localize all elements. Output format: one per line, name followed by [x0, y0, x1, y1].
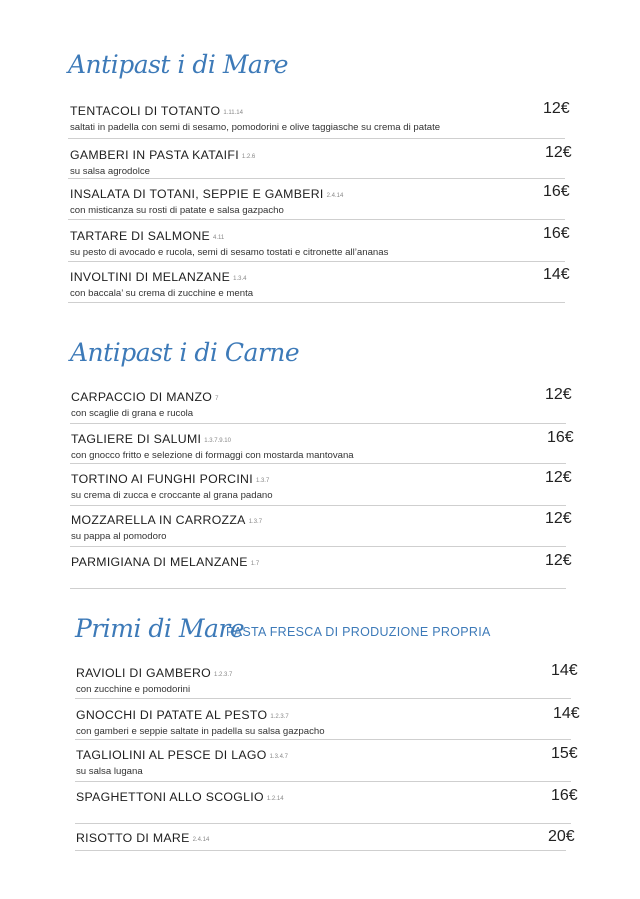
menu-item [71, 511, 262, 542]
divider [75, 823, 571, 824]
section-title-antipasti-carne: Antipast i di Carne [70, 338, 300, 367]
item-name: INSALATA DI TOTANI, SEPPIE E GAMBERI [70, 187, 324, 201]
menu-item [76, 664, 232, 695]
item-price: 12€ [545, 386, 572, 403]
item-allergens: 1.3.4 [233, 276, 247, 282]
menu-item [71, 470, 273, 501]
divider [68, 219, 565, 220]
item-allergens: 1.3.7 [255, 478, 270, 484]
divider [68, 138, 565, 139]
item-name: INVOLTINI DI MELANZANE [70, 270, 231, 284]
item-allergens: 4.11 [213, 235, 225, 241]
menu-item [71, 430, 354, 461]
item-allergens: 1.2.6 [241, 154, 256, 160]
divider [68, 178, 565, 179]
item-description: con scaglie di grana e rucola [71, 408, 194, 419]
item-name: TARTARE DI SALMONE [70, 229, 211, 243]
menu-item [76, 746, 288, 777]
menu-item [76, 829, 209, 847]
item-allergens: 2.4.14 [192, 837, 210, 843]
item-price: 14€ [543, 266, 570, 283]
item-allergens: 1.7 [250, 561, 260, 567]
divider [70, 546, 566, 547]
item-price: 16€ [543, 225, 570, 242]
item-description: su salsa agrodolce [70, 166, 150, 177]
section-title-antipasti-mare: Antipast i di Mare [68, 50, 289, 79]
item-description: su pappa al pomodoro [71, 531, 167, 542]
item-description: con gnocco fritto e selezione di formaggi con mostarda mantovana [71, 450, 354, 461]
divider [70, 505, 566, 506]
menu-item [70, 146, 255, 177]
menu-item [70, 185, 343, 216]
item-description: con zucchine e pomodorini [76, 684, 191, 695]
divider [68, 261, 565, 262]
section-subtitle: PASTA FRESCA DI PRODUZIONE PROPRIA [226, 625, 491, 639]
item-name: GNOCCHI DI PATATE AL PESTO [76, 708, 268, 722]
item-description: su crema di zucca e croccante al grana padano [71, 490, 273, 501]
item-name: GAMBERI IN PASTA KATAIFI [70, 148, 239, 162]
item-name: TAGLIERE DI SALUMI [71, 432, 202, 446]
menu-item [76, 788, 284, 806]
divider [75, 698, 571, 699]
menu-item [70, 227, 388, 258]
menu-item [71, 553, 259, 571]
item-name: SPAGHETTONI ALLO SCOGLIO [76, 790, 264, 804]
divider [70, 423, 566, 424]
item-allergens: 1.3.4.7 [269, 754, 288, 760]
item-allergens: 7 [215, 396, 219, 402]
item-name: MOZZARELLA IN CARROZZA [71, 513, 246, 527]
item-price: 16€ [543, 183, 570, 200]
item-description: con baccala’ su crema di zucchine e menta [70, 288, 254, 299]
item-name: CARPACCIO DI MANZO [71, 390, 213, 404]
item-allergens: 1.11.14 [223, 110, 243, 116]
divider [75, 739, 571, 740]
item-allergens: 1.2.3.7 [270, 714, 289, 720]
item-name: TAGLIOLINI AL PESCE DI LAGO [76, 748, 267, 762]
item-price: 12€ [545, 469, 572, 486]
item-allergens: 2.4.14 [326, 193, 344, 199]
item-name: TORTINO AI FUNGHI PORCINI [71, 472, 253, 486]
section-title-primi-mare: Primi di Mare [75, 614, 245, 643]
item-price: 12€ [543, 100, 570, 117]
item-description: saltati in padella con semi di sesamo, pomodorini e olive taggiasche su crema di patate [70, 122, 441, 133]
item-price: 20€ [548, 828, 575, 845]
item-name: RISOTTO DI MARE [76, 831, 190, 845]
menu-item [71, 388, 218, 419]
item-price: 16€ [551, 787, 578, 804]
divider [75, 781, 571, 782]
item-description: su pesto di avocado e rucola, semi di sesamo tostati e citronette all’ananas [70, 247, 389, 258]
item-allergens: 1.2.14 [266, 796, 284, 802]
item-allergens: 1.3.7 [248, 519, 263, 525]
item-price: 15€ [551, 745, 578, 762]
item-price: 16€ [547, 429, 574, 446]
item-allergens: 1.3.7.9.10 [204, 438, 231, 444]
menu-item [70, 268, 253, 299]
item-description: su salsa lugana [76, 766, 143, 777]
item-price: 12€ [545, 144, 572, 161]
item-price: 12€ [545, 510, 572, 527]
item-description: con gamberi e seppie saltate in padella su salsa gazpacho [76, 726, 325, 737]
divider [68, 302, 565, 303]
divider [70, 588, 566, 589]
menu-item [76, 706, 325, 737]
item-price: 14€ [553, 705, 580, 722]
divider [75, 850, 566, 851]
item-name: TENTACOLI DI TOTANTO [70, 104, 221, 118]
item-name: RAVIOLI DI GAMBERO [76, 666, 211, 680]
menu-item [70, 102, 440, 133]
item-price: 14€ [551, 662, 578, 679]
item-description: con misticanza su rosti di patate e salsa gazpacho [70, 205, 284, 216]
item-price: 12€ [545, 552, 572, 569]
item-name: PARMIGIANA DI MELANZANE [71, 555, 248, 569]
item-allergens: 1.2.3.7 [214, 672, 233, 678]
divider [70, 463, 566, 464]
